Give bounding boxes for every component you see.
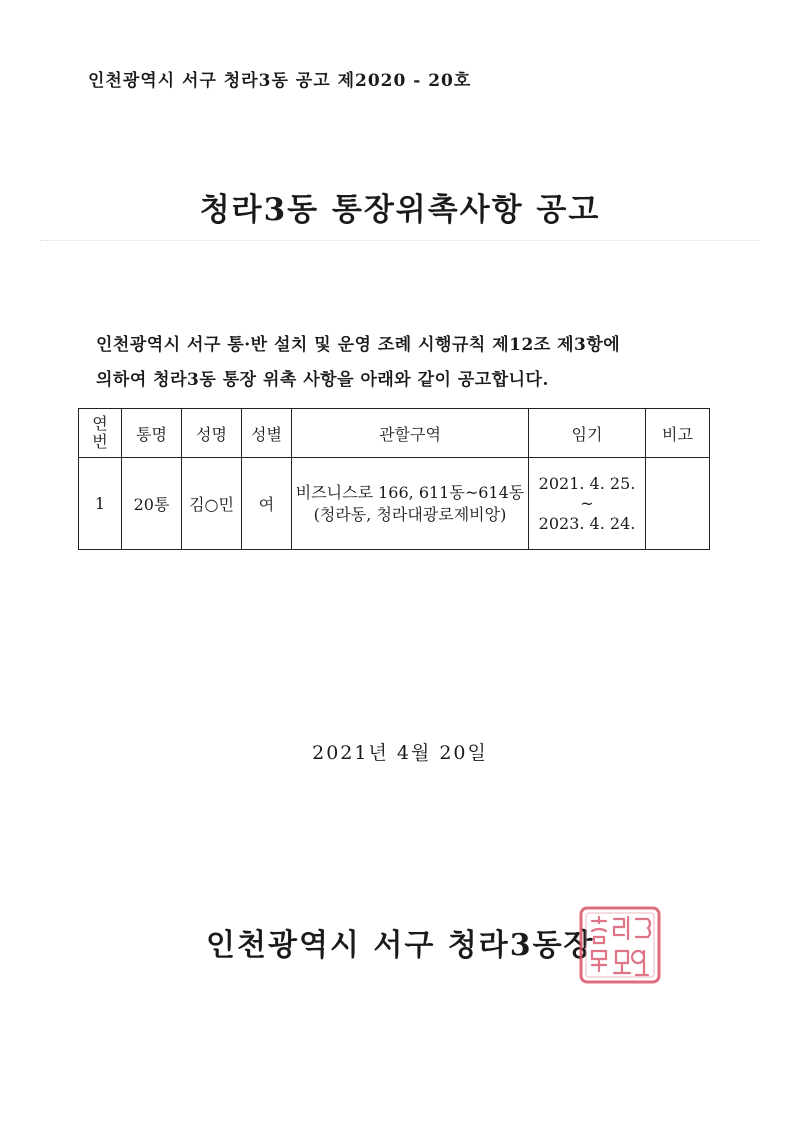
header-no-top: 연 <box>92 414 108 433</box>
divider <box>40 240 760 241</box>
header-gender: 성별 <box>242 409 292 458</box>
header-term: 임기 <box>529 409 646 458</box>
cell-name: 김○민 <box>182 458 242 550</box>
official-seal-icon <box>578 905 662 985</box>
signer-name: 인천광역시 서구 청라3동장 <box>206 928 595 963</box>
cell-term-start: 2021. 4. 25. <box>538 473 636 493</box>
table-header-row <box>79 409 710 458</box>
cell-area <box>292 458 529 550</box>
header-name: 성명 <box>182 409 242 458</box>
header-remarks: 비고 <box>646 409 710 458</box>
notice-date: 2021년 4월 20일 <box>312 742 488 764</box>
cell-area-line-2: (청라동, 청라대광로제비앙) <box>313 504 507 524</box>
header-tong: 통명 <box>122 409 182 458</box>
appointment-table <box>78 408 710 550</box>
cell-term-end: 2023. 4. 24. <box>538 513 636 533</box>
cell-no: 1 <box>79 458 122 550</box>
cell-term-sep: ~ <box>580 493 594 513</box>
intro-line-1: 인천광역시 서구 통·반 설치 및 운영 조례 시행규칙 제12조 제3항에 <box>96 335 621 355</box>
header-area: 관할구역 <box>292 409 529 458</box>
notice-number: 인천광역시 서구 청라3동 공고 제2020 - 20호 <box>88 71 472 91</box>
header-no-bottom: 번 <box>92 432 108 451</box>
table-row <box>79 458 710 550</box>
cell-gender: 여 <box>242 458 292 550</box>
intro-line-2: 의하여 청라3동 통장 위촉 사항을 아래와 같이 공고합니다. <box>96 370 549 390</box>
cell-tong: 20통 <box>122 458 182 550</box>
document-title: 청라3동 통장위촉사항 공고 <box>199 192 601 228</box>
cell-term <box>529 458 646 550</box>
intro-paragraph <box>96 328 756 398</box>
cell-remarks <box>646 458 710 550</box>
header-no <box>79 409 122 458</box>
cell-area-line-1: 비즈니스로 166, 611동~614동 <box>295 482 525 502</box>
